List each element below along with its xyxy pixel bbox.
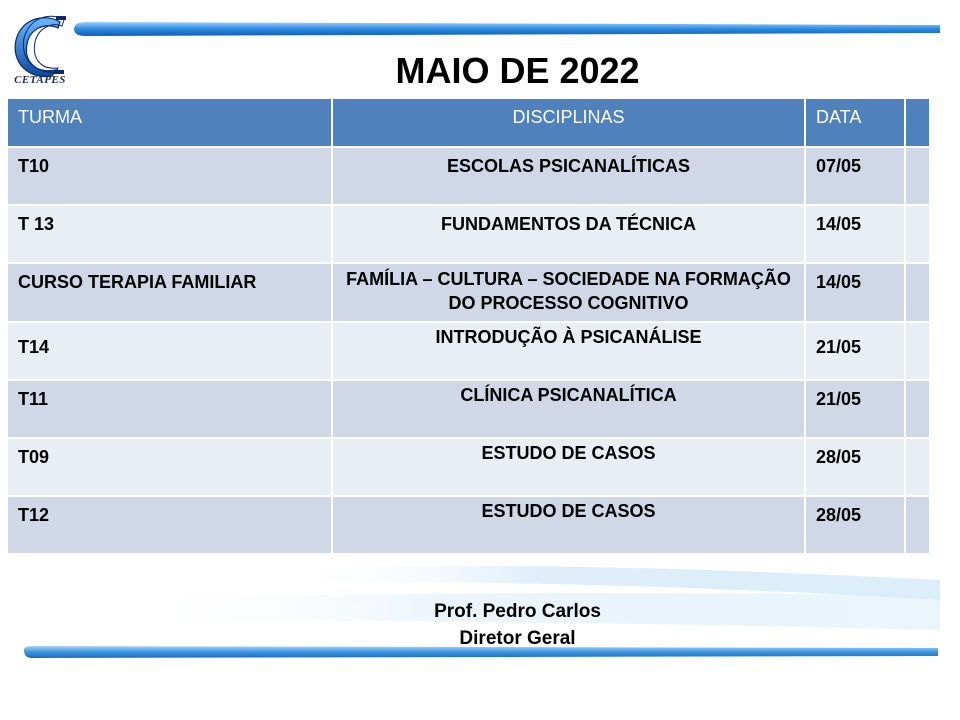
table-row: [8, 380, 930, 438]
cell-disciplina: FUNDAMENTOS DA TÉCNICA: [332, 205, 805, 263]
table-header-row: [8, 99, 930, 147]
signature-role: Diretor Geral: [459, 628, 576, 649]
signature-name: Prof. Pedro Carlos: [434, 601, 601, 622]
cell-extra: [905, 205, 930, 263]
cell-turma: T 13: [8, 205, 332, 263]
logo-caption: CETAPES: [14, 74, 66, 86]
table-row: [8, 147, 930, 205]
table-row: [8, 205, 930, 263]
cell-disciplina: ESCOLAS PSICANALÍTICAS: [332, 147, 805, 205]
cell-extra: [905, 380, 930, 438]
cell-data: 28/05: [805, 496, 905, 554]
cell-extra: [905, 438, 930, 496]
signature-block: [360, 598, 675, 652]
cell-disciplina: FAMÍLIA – CULTURA – SOCIEDADE NA FORMAÇÃO DO PROCESSO COGNITIVO: [332, 263, 805, 322]
table-row: [8, 438, 930, 496]
cell-turma: T12: [8, 496, 332, 554]
cell-disciplina: INTRODUÇÃO À PSICANÁLISE: [332, 322, 805, 380]
cell-disciplina: ESTUDO DE CASOS: [332, 496, 805, 554]
header-disciplinas: DISCIPLINAS: [332, 99, 805, 147]
schedule-table: [8, 99, 931, 555]
cell-extra: [905, 496, 930, 554]
cell-data: 21/05: [805, 322, 905, 380]
top-accent-bar: [74, 22, 940, 36]
cell-disciplina: ESTUDO DE CASOS: [332, 438, 805, 496]
cell-data: 21/05: [805, 380, 905, 438]
header-extra: [905, 99, 930, 147]
table-row: [8, 322, 930, 380]
cell-data: 14/05: [805, 263, 905, 322]
cell-turma: T14: [8, 322, 332, 380]
cell-extra: [905, 263, 930, 322]
table-row: [8, 263, 930, 322]
cell-data: 28/05: [805, 438, 905, 496]
cell-turma: T11: [8, 380, 332, 438]
cell-extra: [905, 322, 930, 380]
cell-data: 07/05: [805, 147, 905, 205]
cell-extra: [905, 147, 930, 205]
cell-turma: CURSO TERAPIA FAMILIAR: [8, 263, 332, 322]
header-data: DATA: [805, 99, 905, 147]
cell-turma: T09: [8, 438, 332, 496]
table-row: [8, 496, 930, 554]
cell-turma: T10: [8, 147, 332, 205]
page-title: MAIO DE 2022: [395, 50, 640, 91]
cell-data: 14/05: [805, 205, 905, 263]
cell-disciplina: CLÍNICA PSICANALÍTICA: [332, 380, 805, 438]
header-turma: TURMA: [8, 99, 332, 147]
